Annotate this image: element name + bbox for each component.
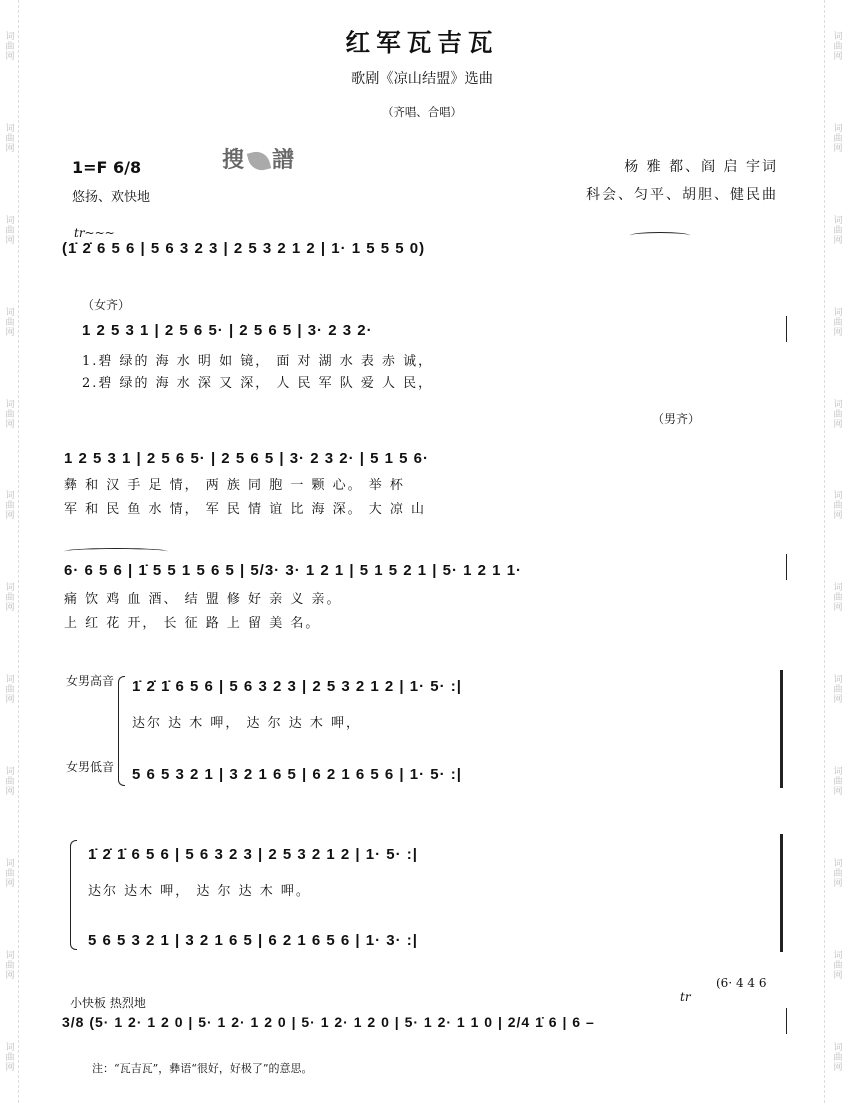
watermark-text: 词曲网	[3, 1041, 14, 1072]
watermark-text: 词曲网	[831, 30, 842, 61]
voice-label-upper: 女男高音	[66, 674, 115, 688]
notation-line: 6· 6 5 6 | 1̇ 5 5 1 5 6 5 | 5/3· 3· 1 2 1 | 5 1 5 2 1 | 5· 1 2 1 1·	[64, 562, 523, 579]
left-border	[18, 0, 19, 1103]
logo-text: 譜	[272, 147, 297, 173]
watermark-text: 词曲网	[831, 122, 842, 153]
watermark-text: 词曲网	[831, 950, 842, 981]
watermark-text: 词曲网	[831, 858, 842, 889]
watermark-text: 词曲网	[3, 30, 14, 61]
barline	[786, 316, 787, 342]
notation-line: (1̇ 2̇ 6 5 6 | 5 6 3 2 3 | 2 5 3 2 1 2 | 1· 1 5 5 5 0)	[62, 240, 426, 257]
notation-line: 3/8 (5· 1 2· 1 2 0 | 5· 1 2· 1 2 0 | 5· 1 2· 1 2 0 | 5· 1 2· 1 1 0 | 2/4 1̇ 6 | 6 –	[62, 1014, 595, 1030]
song-subtitle: 歌剧《凉山结盟》选曲	[351, 71, 493, 87]
end-repeat-barline	[780, 834, 783, 952]
notation-line: 1 2 5 3 1 | 2 5 6 5· | 2 5 6 5 | 3· 2 3 2·	[82, 322, 373, 339]
lyric-verse-2: 2.碧 绿的 海 水 深 又 深， 人 民 军 队 爱 人 民，	[82, 376, 434, 391]
watermark-text: 词曲网	[3, 674, 14, 705]
sopu-logo	[222, 143, 296, 174]
watermark-text: 词曲网	[831, 398, 842, 429]
logo-text: 搜	[222, 147, 247, 173]
notation-lower: 5 6 5 3 2 1 | 3 2 1 6 5 | 6 2 1 6 5 6 | 1· 5· :|	[132, 766, 462, 783]
watermark-text: 词曲网	[831, 582, 842, 613]
watermark-text: 词曲网	[831, 306, 842, 337]
barline	[786, 554, 787, 580]
lyric-verse-1: 1.碧 绿的 海 水 明 如 镜， 面 对 湖 水 表 赤 诚，	[82, 354, 434, 369]
voice-label-lower: 女男低音	[66, 760, 115, 774]
composer-credit: 科会、匀平、胡胆、健民曲	[586, 187, 778, 203]
chorus-lyrics: 达尔 达木 呷， 达 尔 达 木 呷。	[88, 884, 311, 899]
lyricist-credit: 杨 雅 都、阎 启 宇词	[624, 159, 778, 175]
footnote: 注：“瓦吉瓦”，彝语“很好，好极了”的意思。	[92, 1062, 313, 1075]
watermark-text: 词曲网	[3, 398, 14, 429]
notation-upper: 1̇ 2̇ 1̇ 6 5 6 | 5 6 3 2 3 | 2 5 3 2 1 2 | 1· 5· :|	[132, 678, 462, 695]
trill-mark: tr~~~	[74, 226, 115, 240]
watermark-text: 词曲网	[831, 674, 842, 705]
left-watermark-strip	[0, 0, 16, 1103]
notation-lower: 5 6 5 3 2 1 | 3 2 1 6 5 | 6 2 1 6 5 6 | 1· 3· :|	[88, 932, 418, 949]
part-label: （男齐）	[652, 412, 701, 426]
tie-mark	[630, 232, 690, 239]
watermark-text: 词曲网	[831, 766, 842, 797]
right-watermark-strip	[828, 0, 844, 1103]
watermark-text: 词曲网	[3, 582, 14, 613]
watermark-text: 词曲网	[3, 766, 14, 797]
system-brace	[118, 676, 125, 786]
watermark-text: 词曲网	[831, 490, 842, 521]
watermark-text: 词曲网	[3, 490, 14, 521]
tempo-marking-2: 小快板 热烈地	[70, 996, 146, 1010]
lyric-verse-2: 军 和 民 鱼 水 情， 军 民 情 谊 比 海 深。 大 凉 山	[64, 502, 426, 517]
right-border	[824, 0, 825, 1103]
watermark-text: 词曲网	[3, 214, 14, 245]
end-repeat-barline	[780, 670, 783, 788]
notation-line: 1 2 5 3 1 | 2 5 6 5· | 2 5 6 5 | 3· 2 3 2· | 5 1 5 6·	[64, 450, 429, 467]
watermark-text: 词曲网	[3, 306, 14, 337]
part-label: （女齐）	[82, 298, 131, 312]
performance-note: （齐唱、合唱）	[382, 105, 462, 119]
tie-mark	[64, 548, 168, 555]
pickup-notes: (6· 4 4 6	[716, 976, 767, 990]
barline	[786, 1008, 787, 1034]
key-signature: 1=F 6/8	[72, 158, 142, 177]
lyric-verse-1: 痛 饮 鸡 血 酒、 结 盟 修 好 亲 义 亲。	[64, 592, 342, 607]
tempo-marking: 悠扬、欢快地	[72, 190, 151, 205]
chorus-lyrics: 达尔 达 木 呷， 达 尔 达 木 呷，	[132, 716, 362, 731]
watermark-text: 词曲网	[3, 858, 14, 889]
lyric-verse-1: 彝 和 汉 手 足 情， 两 族 同 胞 一 颗 心。 举 杯	[64, 478, 405, 493]
watermark-text: 词曲网	[831, 1041, 842, 1072]
leaf-icon	[247, 149, 271, 173]
watermark-text: 词曲网	[831, 214, 842, 245]
notation-upper: 1̇ 2̇ 1̇ 6 5 6 | 5 6 3 2 3 | 2 5 3 2 1 2 | 1· 5· :|	[88, 846, 418, 863]
lyric-verse-2: 上 红 花 开， 长 征 路 上 留 美 名。	[64, 616, 321, 631]
trill-mark: tr	[680, 990, 691, 1004]
watermark-text: 词曲网	[3, 950, 14, 981]
song-title: 红军瓦吉瓦	[345, 28, 499, 57]
system-brace	[70, 840, 77, 950]
watermark-text: 词曲网	[3, 122, 14, 153]
